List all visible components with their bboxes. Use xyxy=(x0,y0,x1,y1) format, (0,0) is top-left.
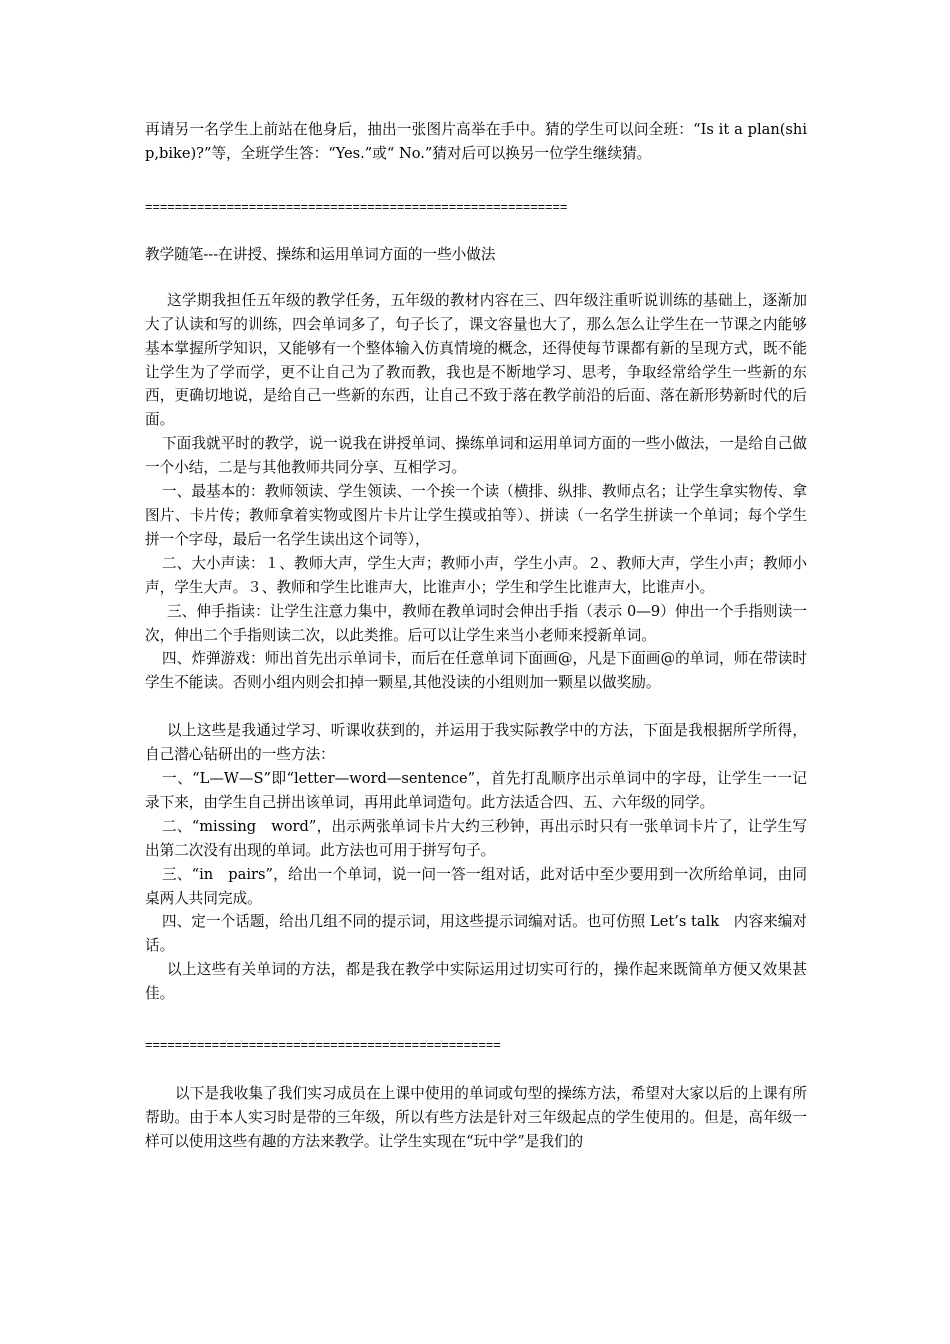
own-method-2: 二、“missing word”，出示两张单词卡片大约三秒钟，再出示时只有一张单词卡片了，让学生写出第二次没有出现的单词。此方法也可用于拼写句子。 xyxy=(145,817,807,859)
own-method-3: 三、“in pairs”，给出一个单词，说一问一答一组对话，此对话中至少要用到一次所给单词，由同桌两人共同完成。 xyxy=(145,865,807,907)
closing-paragraph: 以上这些有关单词的方法，都是我在教学中实际运用过切实可行的，操作起来既简单方便又效果甚佳。 xyxy=(145,961,807,1003)
separator-line: ========================================================= xyxy=(145,200,568,215)
separator-line-2: ================================================ xyxy=(145,1039,501,1054)
method-item-4: 四、炸弹游戏：师出首先出示单词卡，而后在任意单词下面画@，凡是下面画@的单词，师在带读时学生不能读。否则小组内则会扣掉一颗星,其他没读的小组则加一颗星以做奖励。 xyxy=(145,650,807,692)
article-title: 教学随笔---在讲授、操练和运用单词方面的一些小做法 xyxy=(145,245,496,263)
collected-methods-paragraph: 以下是我收集了我们实习成员在上课中使用的单词或句型的操练方法，希望对大家以后的上课有所帮助。由于本人实习时是带的三年级，所以有些方法是针对三年级起点的学生使用的。但是，高年级一样可以使用这些有趣的方法来教学。让学生实现在“玩中学”是我们的 xyxy=(145,1085,807,1150)
document-page xyxy=(145,110,807,1154)
method-item-2: 二、大小声读：１、教师大声，学生大声；教师小声，学生小声。２、教师大声，学生小声；教师小声，学生大声。３、教师和学生比谁声大，比谁声小；学生和学生比谁声大，比谁声小。 xyxy=(145,554,807,596)
own-method-1: 一、“L—W—S”即“letter—word—sentence”，首先打乱顺序出示单词中的字母，让学生一一记录下来，由学生自己拼出该单词，再用此单词造句。此方法适合四、五、六年级的同学。 xyxy=(145,770,807,811)
own-methods-intro: 以上这些是我通过学习、听课收获到的，并运用于我实际教学中的方法，下面是我根据所学所得，自己潜心钻研出的一些方法： xyxy=(145,722,807,764)
own-method-4: 四、定一个话题，给出几组不同的提示词，用这些提示词编对话。也可仿照 Let’s talk 内容来编对话。 xyxy=(145,913,807,955)
lead-paragraph: 下面我就平时的教学，说一说我在讲授单词、操练单词和运用单词方面的一些小做法，一是给自己做一个小结，二是与其他教师共同分享、互相学习。 xyxy=(145,435,807,477)
intro-paragraph: 这学期我担任五年级的教学任务，五年级的教材内容在三、四年级注重听说训练的基础上，逐渐加大了认读和写的训练，四会单词多了，句子长了，课文容量也大了，那么怎么让学生在一节课之内能够基本掌握所学知识，又能够有一个整体输入仿真情境的概念，还得使每节课都有新的呈现方式，既不能让学生为了学而学，更不让自己为了教而教，我也是不断地学习、思考，争取经常给学生一些新的东西，更确切地说，是给自己一些新的东西，让自己不致于落在教学前沿的后面、落在新形势新时代的后面。 xyxy=(145,291,807,429)
method-item-1: 一、最基本的：教师领读、学生领读、一个挨一个读（横排、纵排、教师点名；让学生拿实物传、拿图片、卡片传；教师拿着实物或图片卡片让学生摸或拍等）、拼读（一名学生拼读一个单词；每个学生拼一个字母，最后一名学生读出这个词等）， xyxy=(145,483,807,548)
paragraph-guessing-game: 再请另一名学生上前站在他身后，抽出一张图片高举在手中。猜的学生可以问全班：“Is it a plan(ship,bike)?”等，全班学生答：“Yes.”或“ No.”猜对后可以换另一位学生继续猜。 xyxy=(145,121,807,162)
method-item-3: 三、伸手指读：让学生注意力集中，教师在教单词时会伸出手指（表示 0—9）伸出一个手指则读一次，伸出二个手指则读二次，以此类推。后可以让学生来当小老师来授新单词。 xyxy=(145,602,807,644)
